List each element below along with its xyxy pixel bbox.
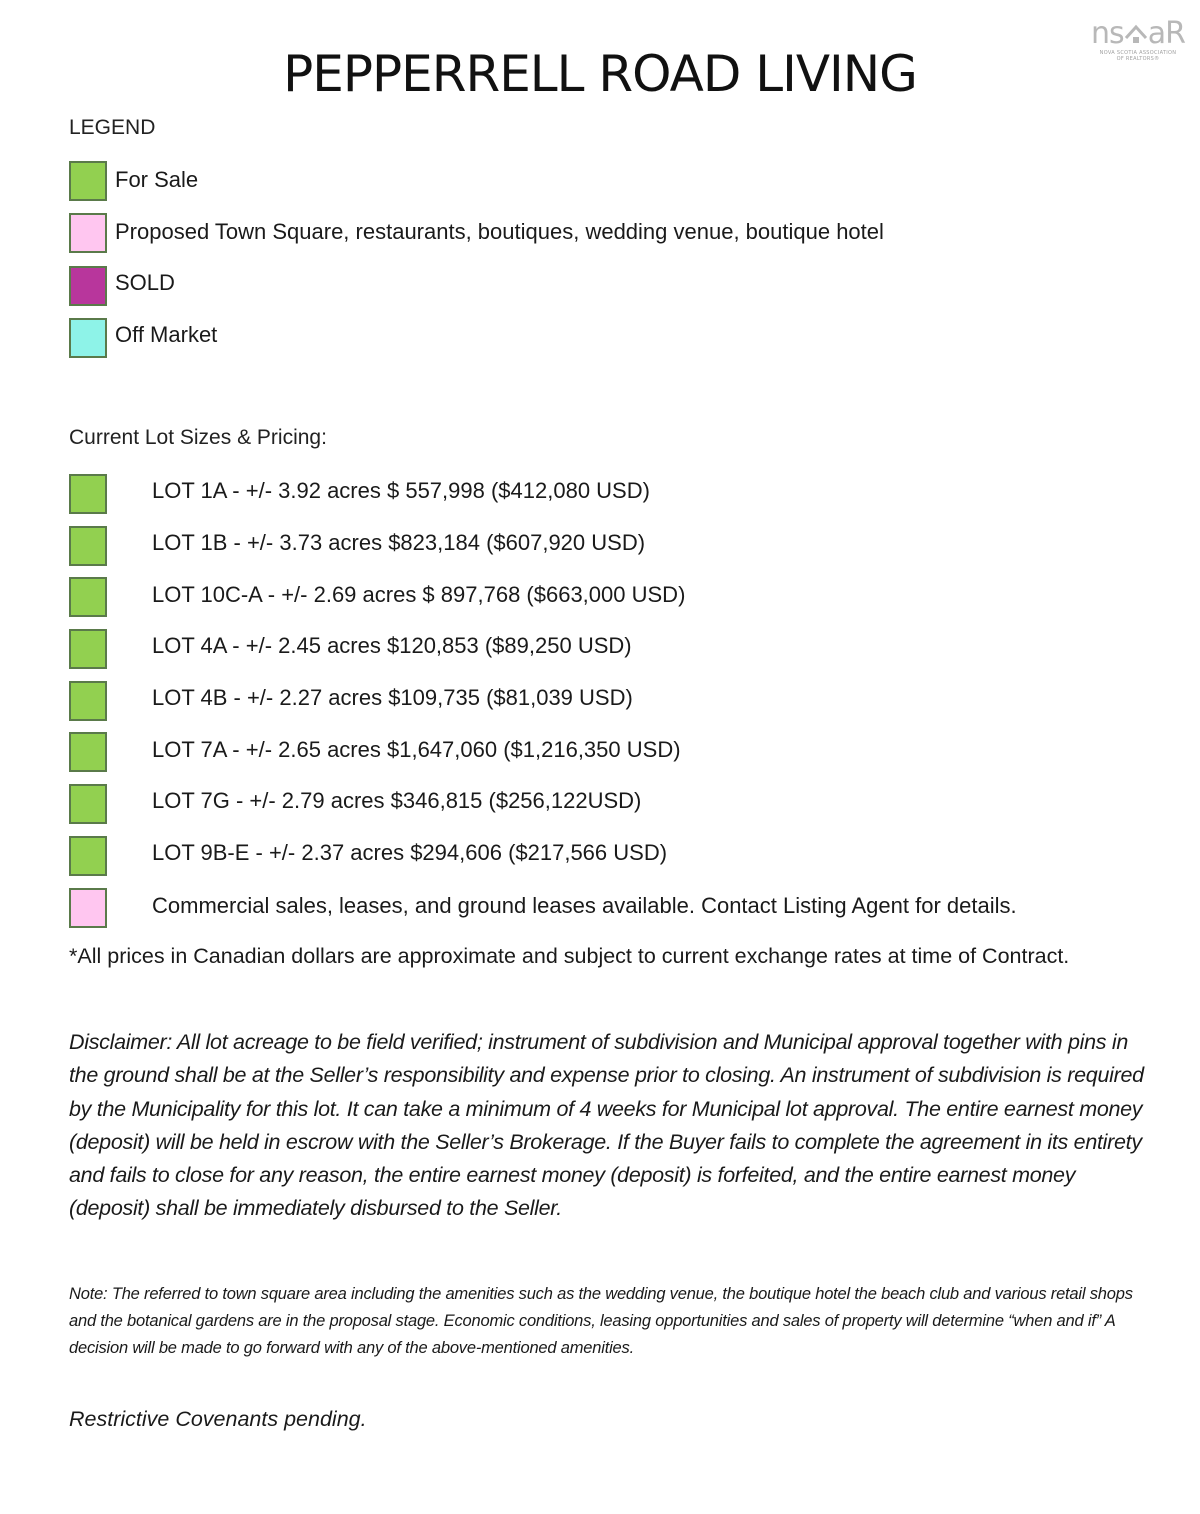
- lot-label: LOT 4A - +/- 2.45 acres $120,853 ($89,250 USD): [152, 633, 632, 658]
- sold-swatch: [69, 266, 107, 306]
- lot-label: LOT 1A - +/- 3.92 acres $ 557,998 ($412,080 USD): [152, 478, 650, 503]
- commercial-label: Commercial sales, leases, and ground leases available. Contact Listing Agent for details.: [152, 893, 1017, 918]
- logo-subtitle-line1: NOVA SCOTIA ASSOCIATION: [1099, 50, 1177, 56]
- commercial-swatch: [69, 888, 107, 928]
- legend-label: SOLD: [115, 270, 175, 295]
- legend-label: Off Market: [115, 322, 218, 347]
- lot-swatch: [69, 732, 107, 772]
- lot-swatch: [69, 474, 107, 514]
- disclaimer-text: Disclaimer: All lot acreage to be field verified; instrument of subdivision and Municipal approval together with pins in the ground shall be at the Seller’s responsibility and expense prior to closing. An instrument of subdivision is required by the Municipality for this lot. It can take a minimum of 4 weeks for Municipal lot approval. The entire earnest money (deposit) will be held in escrow with the Seller’s Brokerage. If the Buyer fails to complete the agreement in its entirety and fails to close for any reason, the entire earnest money (deposit) is forfeited, and the entire earnest money (deposit) shall be immediately disbursed to the Seller.: [69, 1030, 1144, 1221]
- lot-label: LOT 1B - +/- 3.73 acres $823,184 ($607,920 USD): [152, 530, 646, 555]
- restrictive-covenants: Restrictive Covenants pending.: [69, 1407, 367, 1431]
- lot-label: LOT 7A - +/- 2.65 acres $1,647,060 ($1,216,350 USD): [152, 737, 681, 762]
- lot-label: LOT 7G - +/- 2.79 acres $346,815 ($256,122USD): [152, 788, 642, 813]
- off-market-swatch: [69, 318, 107, 358]
- logo-subtitle-line2: OF REALTORS®: [1116, 56, 1160, 62]
- lot-swatch: [69, 526, 107, 566]
- logo-text-left: ns: [1091, 16, 1124, 51]
- legend-label: Proposed Town Square, restaurants, boutiques, wedding venue, boutique hotel: [115, 219, 884, 244]
- lot-swatch: [69, 784, 107, 824]
- legend-label: For Sale: [115, 167, 199, 192]
- logo-text-right: aR: [1147, 16, 1185, 51]
- lots-heading: Current Lot Sizes & Pricing:: [69, 426, 327, 449]
- lot-swatch: [69, 681, 107, 721]
- lot-label: LOT 9B-E - +/- 2.37 acres $294,606 ($217,566 USD): [152, 840, 668, 865]
- for-sale-swatch: [69, 161, 107, 201]
- lot-swatch: [69, 836, 107, 876]
- lot-swatch: [69, 577, 107, 617]
- proposed-swatch: [69, 213, 107, 253]
- lot-label: LOT 4B - +/- 2.27 acres $109,735 ($81,039 USD): [152, 685, 633, 710]
- legend-heading: LEGEND: [69, 116, 156, 139]
- amenities-note: Note: The referred to town square area including the amenities such as the wedding venue, the boutique hotel the beach club and various retail shops and the botanical gardens are in the proposal stage. Economic conditions, leasing opportunities and sales of property will determine “when and if” A decision will be made to go forward with any of the above-mentioned amenities.: [69, 1285, 1133, 1357]
- currency-footnote: *All prices in Canadian dollars are approximate and subject to current exchange rates at time of Contract.: [69, 944, 1070, 968]
- lot-swatch: [69, 629, 107, 669]
- page-title: PEPPERRELL ROAD LIVING: [283, 45, 917, 103]
- lot-label: LOT 10C-A - +/- 2.69 acres $ 897,768 ($663,000 USD): [152, 582, 686, 607]
